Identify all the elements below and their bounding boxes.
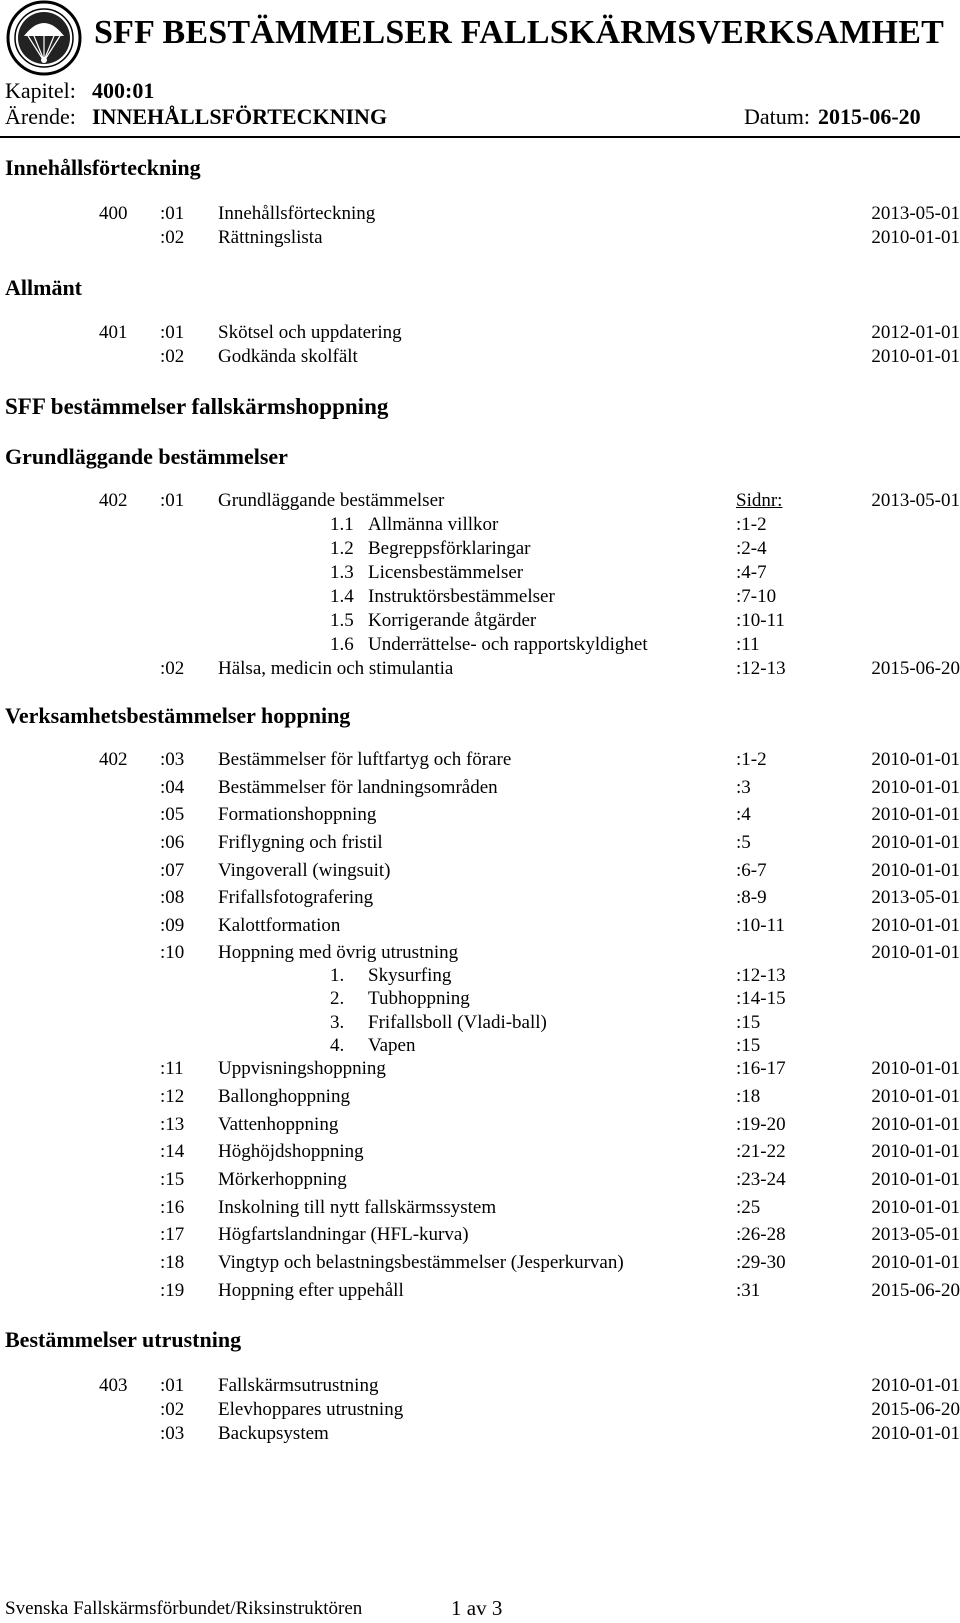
table-row [0, 965, 960, 989]
table-row [0, 203, 960, 227]
row-subchapter: :01 [160, 1375, 185, 1396]
table-row [0, 860, 960, 884]
row-title: Hälsa, medicin och stimulantia [218, 658, 454, 679]
row-code: 400 [99, 203, 128, 224]
row-title: Friflygning och fristil [218, 832, 383, 853]
row-date: 2010-01-01 [871, 346, 960, 367]
row-pages: :4 [736, 804, 751, 825]
row-subchapter: :01 [160, 203, 185, 224]
row-pages: :10-11 [736, 610, 785, 631]
row-date: 2013-05-01 [871, 203, 960, 224]
row-title: Högfartslandningar (HFL-kurva) [218, 1224, 469, 1245]
row-date: 2010-01-01 [871, 1197, 960, 1218]
row-title: Rättningslista [218, 227, 323, 248]
row-date: 2010-01-01 [871, 1423, 960, 1444]
arende-label: Ärende: [5, 104, 76, 129]
row-subchapter: :02 [160, 658, 185, 679]
arende-value: INNEHÅLLSFÖRTECKNING [92, 104, 388, 129]
row-pages: :12-13 [736, 965, 786, 986]
row-title: Höghöjdshoppning [218, 1141, 364, 1162]
row-pages: :18 [736, 1086, 761, 1107]
row-pages: :21-22 [736, 1141, 786, 1162]
table-row [0, 514, 960, 538]
row-date: 2013-05-01 [871, 490, 960, 511]
table-row [0, 658, 960, 682]
row-subchapter: :03 [160, 749, 185, 770]
row-date: 2012-01-01 [871, 322, 960, 343]
datum-label: Datum: [744, 104, 810, 129]
table-row [0, 887, 960, 911]
table-row [0, 634, 960, 658]
row-title: Hoppning med övrig utrustning [218, 942, 459, 963]
table-row [0, 538, 960, 562]
row-item-number: 1.4 [330, 586, 354, 607]
row-subchapter: :10 [160, 942, 185, 963]
row-title: Ballonghoppning [218, 1086, 350, 1107]
row-item-title: Frifallsboll (Vladi-ball) [368, 1012, 547, 1033]
kapitel-label: Kapitel: [5, 78, 76, 103]
row-date: 2013-05-01 [871, 1224, 960, 1245]
table-row [0, 1141, 960, 1165]
row-date: 2010-01-01 [871, 1252, 960, 1273]
row-date: 2010-01-01 [871, 227, 960, 248]
row-pages: :29-30 [736, 1252, 786, 1273]
row-subchapter: :17 [160, 1224, 185, 1245]
row-title: Grundläggande bestämmelser [218, 490, 445, 511]
row-pages: :5 [736, 832, 751, 853]
row-subchapter: :14 [160, 1141, 185, 1162]
row-date: 2010-01-01 [871, 915, 960, 936]
table-row [0, 1012, 960, 1036]
row-date: 2015-06-20 [871, 658, 960, 679]
row-pages: :15 [736, 1012, 761, 1033]
row-item-title: Tubhoppning [368, 988, 470, 1009]
table-row [0, 1086, 960, 1110]
row-title: Bestämmelser för luftfartyg och förare [218, 749, 512, 770]
table-row [0, 586, 960, 610]
row-subchapter: :02 [160, 1399, 185, 1420]
row-item-number: 1.3 [330, 562, 354, 583]
row-pages: :8-9 [736, 887, 767, 908]
row-date: 2010-01-01 [871, 942, 960, 963]
row-code: 402 [99, 490, 128, 511]
row-pages: :11 [736, 634, 760, 655]
row-date: 2010-01-01 [871, 804, 960, 825]
row-pages: :19-20 [736, 1114, 786, 1135]
row-date: 2013-05-01 [871, 887, 960, 908]
row-item-title: Skysurfing [368, 965, 452, 986]
table-row [0, 915, 960, 939]
row-item-title: Vapen [368, 1035, 416, 1056]
table-row [0, 227, 960, 251]
row-subchapter: :13 [160, 1114, 185, 1135]
row-title: Vingtyp och belastningsbestämmelser (Jesperkurvan) [218, 1252, 624, 1273]
section-heading-allmant: Allmänt [5, 275, 82, 300]
row-item-number: 1.1 [330, 514, 354, 535]
row-pages: :2-4 [736, 538, 767, 559]
row-date: 2010-01-01 [871, 1375, 960, 1396]
row-date: 2015-06-20 [871, 1399, 960, 1420]
row-item-number: 1.2 [330, 538, 354, 559]
row-subchapter: :02 [160, 227, 185, 248]
row-pages: :31 [736, 1280, 761, 1301]
row-subchapter: :16 [160, 1197, 185, 1218]
row-subchapter: :06 [160, 832, 185, 853]
section-heading-sff: SFF bestämmelser fallskärmshoppning [5, 394, 389, 419]
row-item-number: 1.5 [330, 610, 354, 631]
row-item-number: 3. [330, 1012, 345, 1033]
row-date: 2010-01-01 [871, 1169, 960, 1190]
row-subchapter: :07 [160, 860, 185, 881]
row-subchapter: :01 [160, 490, 185, 511]
row-title: Innehållsförteckning [218, 203, 376, 224]
table-row [0, 749, 960, 773]
row-title: Formationshoppning [218, 804, 377, 825]
row-pages: :4-7 [736, 562, 767, 583]
row-item-number: 2. [330, 988, 345, 1009]
row-title: Bestämmelser för landningsområden [218, 777, 498, 798]
row-date: 2010-01-01 [871, 1114, 960, 1135]
table-row [0, 1058, 960, 1082]
row-date: 2010-01-01 [871, 860, 960, 881]
row-item-title: Begreppsförklaringar [368, 538, 531, 559]
row-pages: :3 [736, 777, 751, 798]
row-subchapter: :18 [160, 1252, 185, 1273]
row-pages: :25 [736, 1197, 761, 1218]
section-heading-grund: Grundläggande bestämmelser [5, 444, 288, 469]
section-heading-verksamhet: Verksamhetsbestämmelser hoppning [5, 703, 351, 728]
table-row [0, 322, 960, 346]
row-title: Elevhoppares utrustning [218, 1399, 404, 1420]
table-row [0, 832, 960, 856]
row-pages: :7-10 [736, 586, 777, 607]
section-heading-innehall: Innehållsförteckning [5, 155, 201, 180]
row-title: Uppvisningshoppning [218, 1058, 386, 1079]
row-subchapter: :02 [160, 346, 185, 367]
footer-page-number: 1 av 3 [451, 1596, 503, 1620]
row-item-title: Instruktörsbestämmelser [368, 586, 555, 607]
row-date: 2010-01-01 [871, 1086, 960, 1107]
row-pages: :10-11 [736, 915, 785, 936]
table-row [0, 1169, 960, 1193]
row-pages: :1-2 [736, 749, 767, 770]
table-row [0, 610, 960, 634]
table-row [0, 1224, 960, 1248]
row-title: Hoppning efter uppehåll [218, 1280, 404, 1301]
row-item-title: Allmänna villkor [368, 514, 499, 535]
table-row [0, 1375, 960, 1399]
footer-organization: Svenska Fallskärmsförbundet/Riksinstruktören [5, 1598, 363, 1619]
row-title: Mörkerhoppning [218, 1169, 347, 1190]
row-pages: :1-2 [736, 514, 767, 535]
kapitel-value: 400:01 [92, 78, 155, 103]
row-subchapter: :08 [160, 887, 185, 908]
parachute-seal-logo-icon [4, 0, 84, 76]
table-row [0, 1423, 960, 1447]
row-date: 2015-06-20 [871, 1280, 960, 1301]
row-pages: :6-7 [736, 860, 767, 881]
row-title: Inskolning till nytt fallskärmssystem [218, 1197, 497, 1218]
row-code: 402 [99, 749, 128, 770]
row-pages: :16-17 [736, 1058, 786, 1079]
row-item-title: Licensbestämmelser [368, 562, 524, 583]
table-row [0, 490, 960, 514]
row-subchapter: :03 [160, 1423, 185, 1444]
row-title: Vingoverall (wingsuit) [218, 860, 391, 881]
table-row [0, 1399, 960, 1423]
row-subchapter: :15 [160, 1169, 185, 1190]
row-title: Backupsystem [218, 1423, 329, 1444]
table-row [0, 777, 960, 801]
table-row [0, 988, 960, 1012]
table-row [0, 1252, 960, 1276]
row-title: Vattenhoppning [218, 1114, 339, 1135]
row-subchapter: :09 [160, 915, 185, 936]
row-title: Godkända skolfält [218, 346, 358, 367]
row-item-title: Korrigerande åtgärder [368, 610, 537, 631]
row-subchapter: :11 [160, 1058, 184, 1079]
row-item-number: 1. [330, 965, 345, 986]
table-row [0, 804, 960, 828]
table-row [0, 1035, 960, 1059]
row-pages: Sidnr: [736, 490, 783, 511]
row-title: Frifallsfotografering [218, 887, 374, 908]
row-subchapter: :19 [160, 1280, 185, 1301]
table-row [0, 1114, 960, 1138]
row-title: Kalottformation [218, 915, 341, 936]
row-pages: :12-13 [736, 658, 786, 679]
datum-value: 2015-06-20 [818, 104, 921, 129]
row-date: 2010-01-01 [871, 777, 960, 798]
row-title: Skötsel och uppdatering [218, 322, 402, 343]
row-subchapter: :04 [160, 777, 185, 798]
row-subchapter: :05 [160, 804, 185, 825]
row-item-title: Underrättelse- och rapportskyldighet [368, 634, 648, 655]
row-subchapter: :01 [160, 322, 185, 343]
row-date: 2010-01-01 [871, 749, 960, 770]
header-divider [0, 136, 960, 138]
row-pages: :15 [736, 1035, 761, 1056]
table-row [0, 1197, 960, 1221]
section-heading-utrustning: Bestämmelser utrustning [5, 1327, 242, 1352]
row-code: 401 [99, 322, 128, 343]
row-date: 2010-01-01 [871, 832, 960, 853]
table-row [0, 562, 960, 586]
document-title: SFF BESTÄMMELSER FALLSKÄRMSVERKSAMHET [94, 14, 944, 51]
row-pages: :26-28 [736, 1224, 786, 1245]
row-item-number: 4. [330, 1035, 345, 1056]
table-row [0, 942, 960, 966]
table-row [0, 1280, 960, 1304]
row-pages: :14-15 [736, 988, 786, 1009]
row-subchapter: :12 [160, 1086, 185, 1107]
row-item-number: 1.6 [330, 634, 354, 655]
row-code: 403 [99, 1375, 128, 1396]
table-row [0, 346, 960, 370]
row-date: 2010-01-01 [871, 1058, 960, 1079]
row-pages: :23-24 [736, 1169, 786, 1190]
row-title: Fallskärmsutrustning [218, 1375, 379, 1396]
row-date: 2010-01-01 [871, 1141, 960, 1162]
